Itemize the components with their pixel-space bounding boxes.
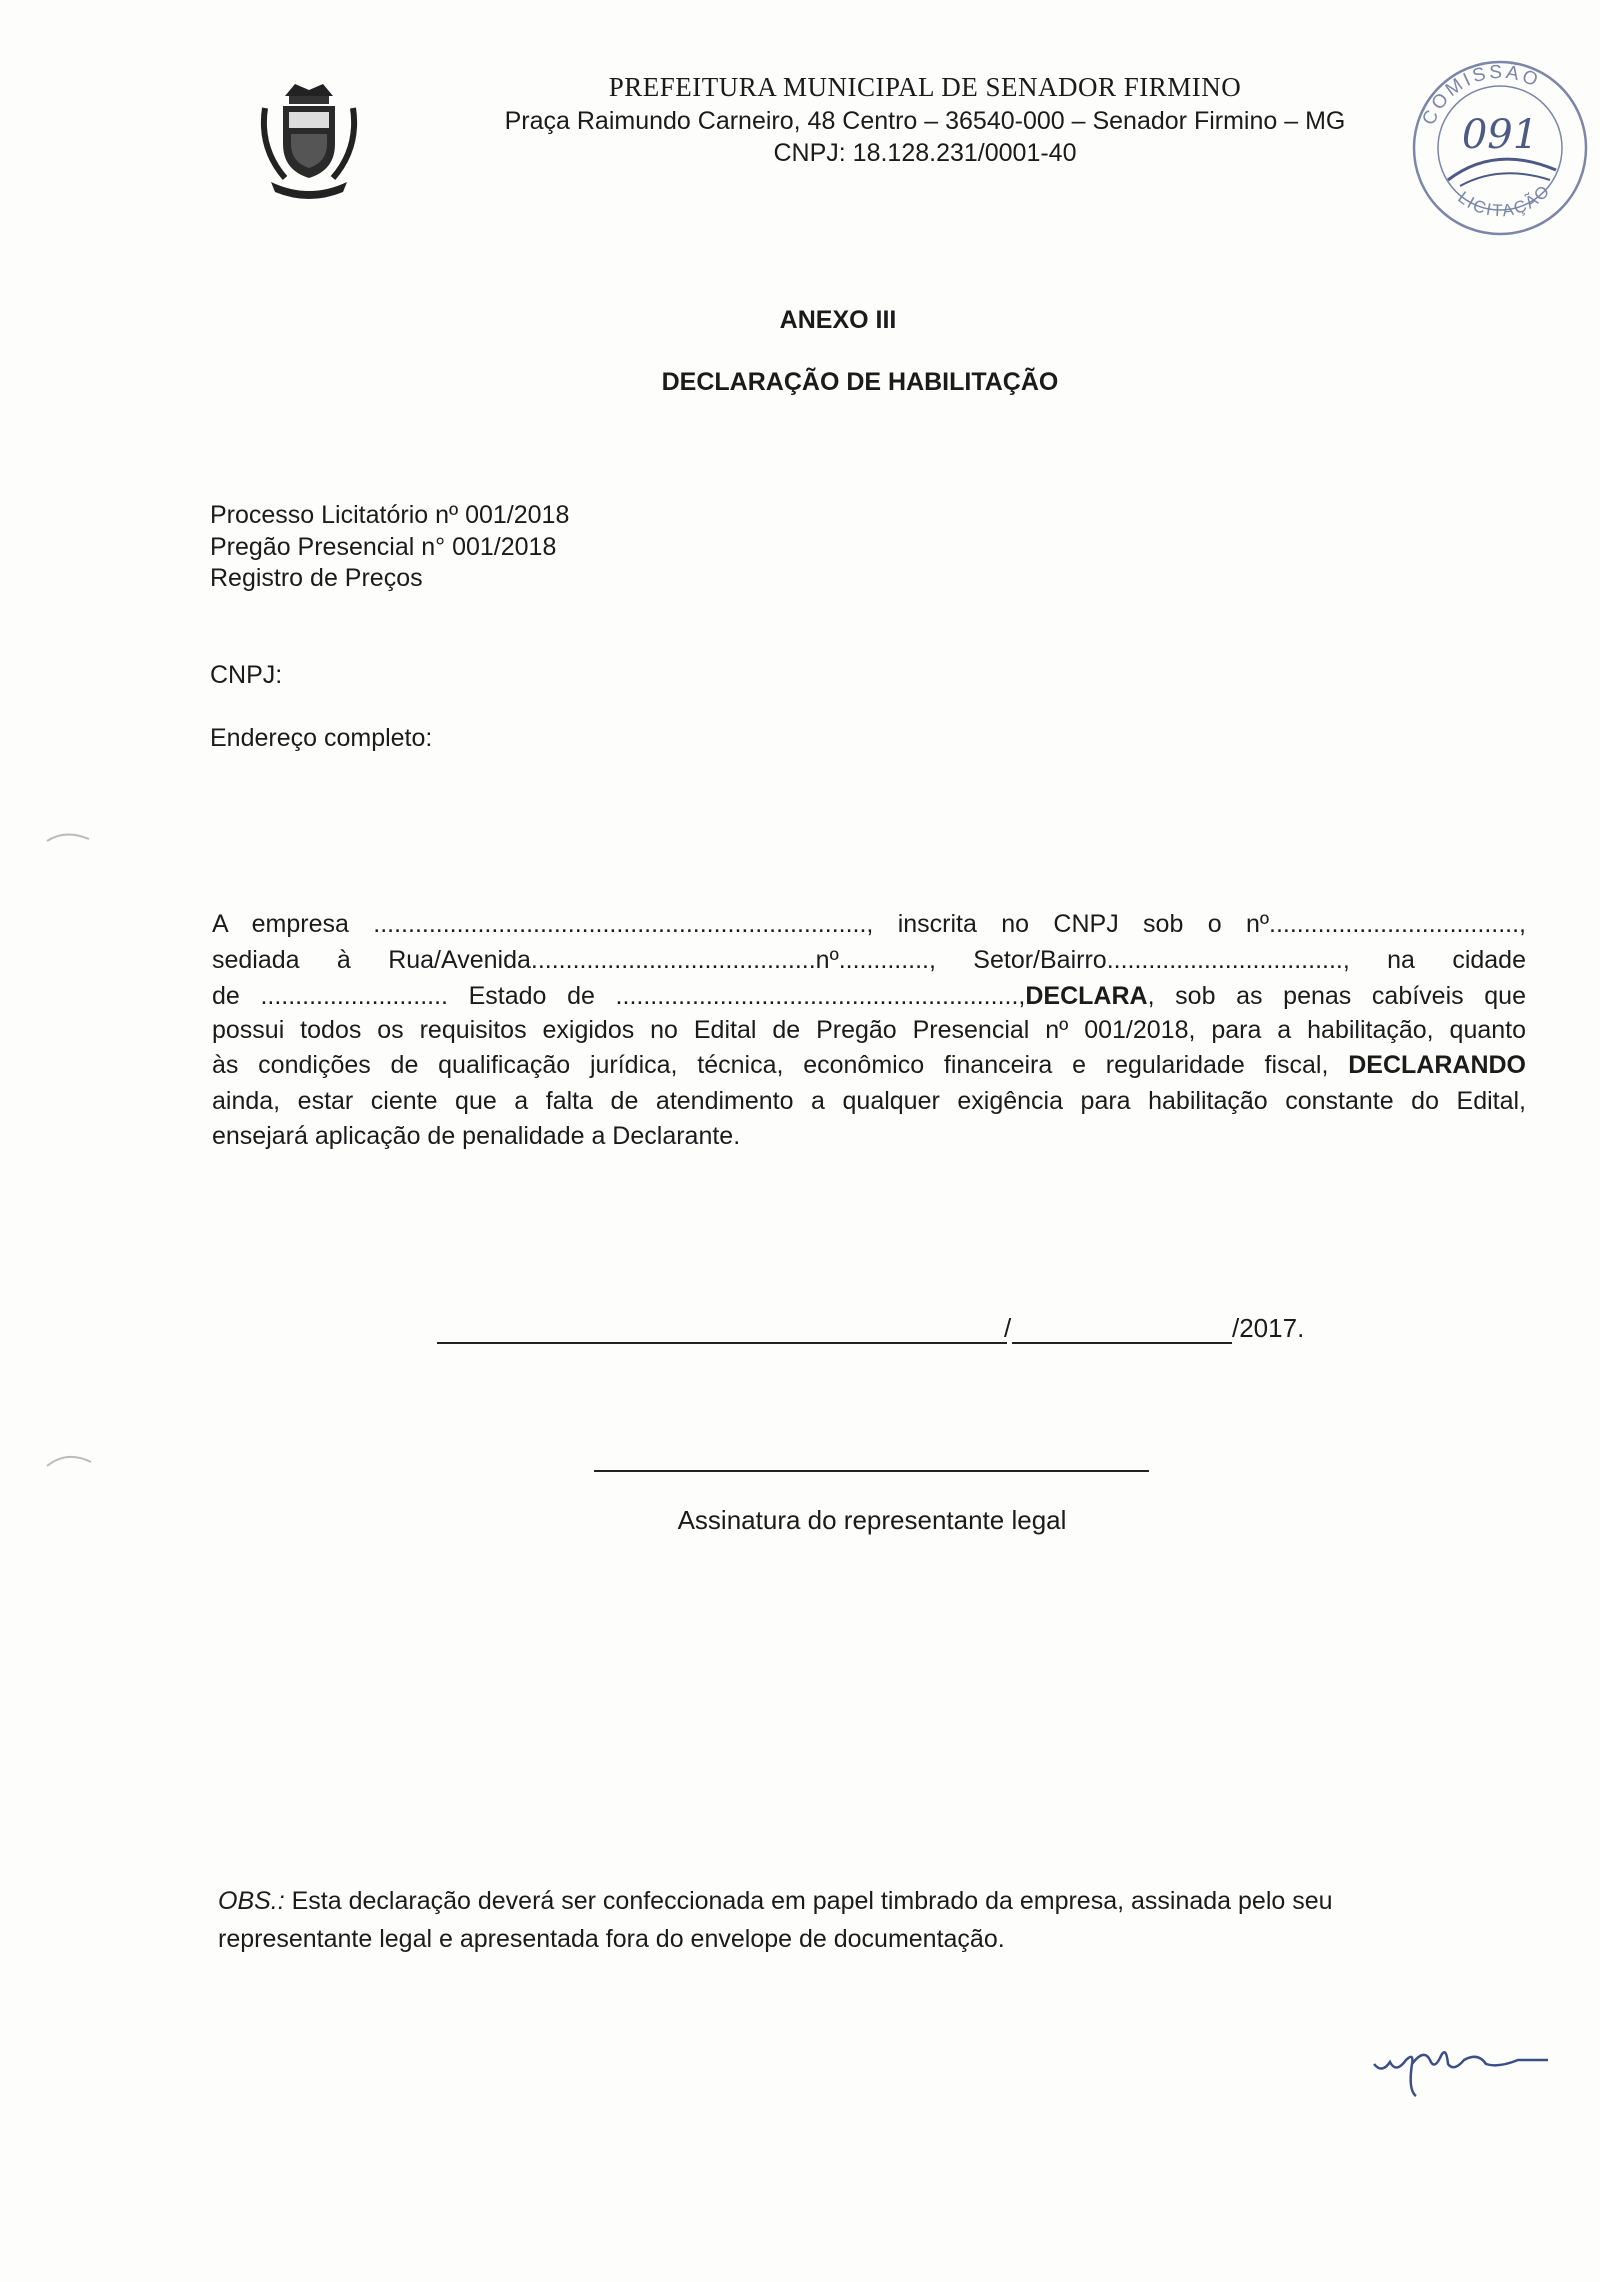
commission-stamp bbox=[1400, 48, 1600, 248]
declaration-line-text: , sob as penas cabíveis que bbox=[1147, 982, 1526, 1010]
observation-text: Esta declaração deverá ser confeccionada em papel timbrado da empresa, assinada pelo seu bbox=[284, 1887, 1333, 1915]
declaration-line bbox=[212, 1051, 1526, 1080]
cnpj-field-label: CNPJ: bbox=[210, 661, 283, 689]
observation-label: OBS.: bbox=[218, 1887, 285, 1915]
scan-mark-icon bbox=[45, 827, 95, 847]
stamp-number: 091 bbox=[1461, 112, 1539, 158]
declaration-line-text: às condições de qualificação jurídica, técnica, econômico financeira e regularidade fiscal, bbox=[212, 1051, 1329, 1079]
declaration-line bbox=[212, 982, 1526, 1011]
declaration-line: ensejará aplicação de penalidade a Declarante. bbox=[212, 1122, 741, 1150]
date-month-blank[interactable] bbox=[1012, 1342, 1232, 1344]
observation-line bbox=[218, 1887, 1333, 1916]
declarando-keyword: DECLARANDO bbox=[1348, 1051, 1527, 1079]
header-org-name: PREFEITURA MUNICIPAL DE SENADOR FIRMINO bbox=[608, 72, 1242, 102]
header-cnpj: CNPJ: 18.128.231/0001-40 bbox=[773, 139, 1077, 167]
rubric-signature-icon bbox=[1368, 2030, 1558, 2100]
header-address: Praça Raimundo Carneiro, 48 Centro – 36540-000 – Senador Firmino – MG bbox=[504, 107, 1346, 135]
coat-of-arms-icon bbox=[255, 78, 363, 200]
scan-mark-icon bbox=[45, 1450, 95, 1474]
declaration-title: DECLARAÇÃO DE HABILITAÇÃO bbox=[661, 368, 1059, 396]
process-reference: Processo Licitatório nº 001/2018 bbox=[210, 501, 570, 529]
address-field-label: Endereço completo: bbox=[210, 724, 433, 752]
declara-keyword: DECLARA bbox=[1025, 982, 1148, 1010]
declaration-line: A empresa ......................................................................., inscrita no CNPJ sob o nº...................................., bbox=[212, 910, 1526, 938]
auction-reference: Pregão Presencial n° 001/2018 bbox=[210, 533, 557, 561]
registry-reference: Registro de Preços bbox=[210, 564, 423, 592]
declaration-line: sediada à Rua/Avenida.........................................nº............., Setor/Bairro.................................., na cidade bbox=[212, 946, 1526, 974]
date-separator: / bbox=[1004, 1313, 1012, 1343]
signature-line[interactable] bbox=[594, 1470, 1149, 1472]
date-year: /2017. bbox=[1232, 1313, 1305, 1343]
declaration-line: ainda, estar ciente que a falta de atendimento a qualquer exigência para habilitação constante do Edital, bbox=[212, 1087, 1526, 1115]
stamp-top-text: COMISSÃO bbox=[1418, 61, 1544, 129]
annex-title: ANEXO III bbox=[779, 306, 897, 334]
stamp-bottom-text: LICITAÇÃO bbox=[1454, 180, 1555, 221]
signature-caption: Assinatura do representante legal bbox=[677, 1505, 1067, 1535]
declaration-line: possui todos os requisitos exigidos no Edital de Pregão Presencial nº 001/2018, para a habilitação, quanto bbox=[212, 1016, 1526, 1044]
svg-text:LICITAÇÃO bbox=[1454, 180, 1554, 220]
declaration-line-text: de ........................... Estado de .........................................................., bbox=[212, 982, 1026, 1010]
date-day-month-blank[interactable] bbox=[437, 1342, 1007, 1344]
observation-line: representante legal e apresentada fora do envelope de documentação. bbox=[218, 1925, 1005, 1953]
